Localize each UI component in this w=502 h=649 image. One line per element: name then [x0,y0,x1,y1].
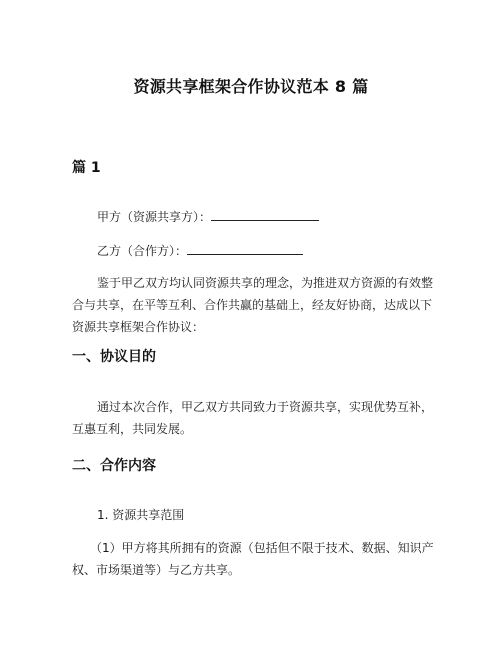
item1-heading: 1. 资源共享范围 [97,508,185,522]
party-a-blank [211,208,319,221]
item1-sub1: （1）甲方将其所拥有的资源（包括但不限于技术、数据、知识产权、市场渠道等）与乙方共享。 [72,541,434,577]
intro-paragraph: 鉴于甲乙双方均认同资源共享的理念，为推进双方资源的有效整合与共享，在平等互利、合作共赢的基础上，经友好协商，达成以下资源共享框架合作协议： [72,276,434,334]
party-b-blank [187,242,303,255]
party-a-label: 甲方（资源共享方）： [97,210,212,224]
party-b-line [97,240,303,262]
part-heading: 篇 1 [72,160,101,176]
party-a-line [97,206,319,228]
section1-paragraph: 通过本次合作，甲乙双方共同致力于资源共享，实现优势互补，互惠互利，共同发展。 [72,400,434,436]
section1-heading: 一、协议目的 [72,349,156,365]
section2-heading: 二、合作内容 [72,458,156,474]
document-title: 资源共享框架合作协议范本 8 篇 [133,77,369,96]
party-b-label: 乙方（合作方）： [97,244,188,258]
